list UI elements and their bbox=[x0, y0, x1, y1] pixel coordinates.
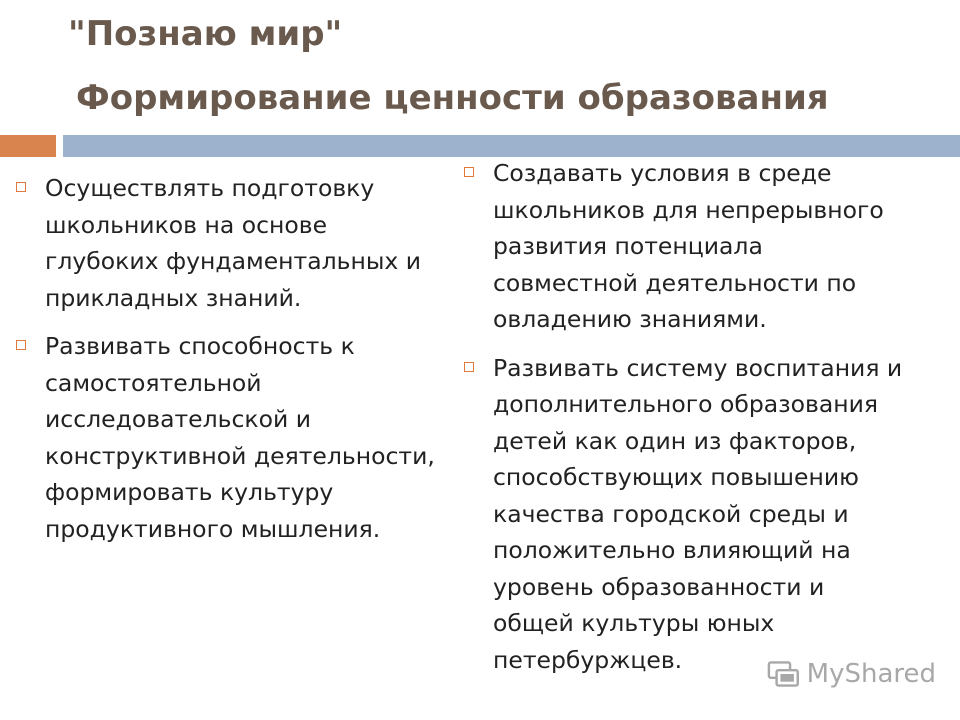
list-item bbox=[462, 155, 932, 338]
myshared-logo-icon bbox=[766, 656, 801, 692]
slide-title-line1: "Познаю мир" bbox=[68, 14, 343, 54]
accent-bar-orange bbox=[0, 135, 56, 157]
accent-bar-blue bbox=[63, 135, 960, 157]
watermark-text: MyShared bbox=[806, 659, 936, 689]
list-item bbox=[14, 170, 464, 316]
slide-title bbox=[68, 12, 948, 120]
list-item-text: Развивать систему воспитания и дополнительного образования детей как один из факторов, способствующих повышению качества городской среды и положительно влияющий на уровень образованности и общей культуры юных петербуржцев. bbox=[493, 353, 903, 674]
myshared-watermark bbox=[766, 652, 936, 696]
square-bullet-icon bbox=[464, 362, 474, 372]
list-item-text: Развивать способность к самостоятельной исследовательской и конструктивной деятельности, формировать культуру продуктивного мышления. bbox=[45, 332, 435, 543]
left-column bbox=[14, 170, 464, 559]
square-bullet-icon bbox=[464, 167, 474, 177]
list-item-text: Создавать условия в среде школьников для непрерывного развития потенциала совместной деятельности по овладению знаниями. bbox=[493, 159, 884, 333]
list-item bbox=[14, 328, 464, 547]
square-bullet-icon bbox=[16, 182, 26, 192]
list-item bbox=[462, 350, 932, 679]
list-item-text: Осуществлять подготовку школьников на основе глубоких фундаментальных и прикладных знаний. bbox=[45, 174, 422, 312]
square-bullet-icon bbox=[16, 340, 26, 350]
slide-title-line2: Формирование ценности образования bbox=[76, 78, 829, 118]
right-column bbox=[462, 155, 932, 690]
